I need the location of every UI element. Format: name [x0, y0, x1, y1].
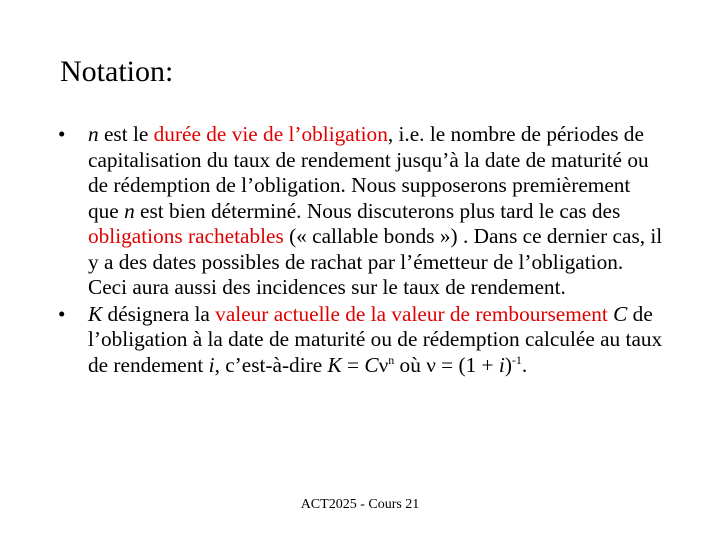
- text: (« callable bonds ») . Dans ce dernier cas, il y a des dates possibles de rachat par l’émetteur de l’obligation. Ceci aura aussi des incidences sur le taux de rendement.: [88, 224, 663, 299]
- variable-n: n: [88, 122, 99, 146]
- bullet-item-n: [56, 122, 664, 301]
- formula-exponent-n: n: [388, 352, 395, 367]
- text: ): [504, 352, 512, 377]
- variable-n: n: [124, 198, 135, 223]
- formula-equals: =: [341, 352, 365, 377]
- formula-k: K: [327, 352, 342, 377]
- bullet-dot: •: [58, 122, 66, 146]
- formula-c: C: [364, 352, 379, 377]
- highlight-duree: durée de vie de l’obligation: [153, 122, 388, 146]
- nu-symbol: ν: [426, 352, 436, 377]
- variable-k: K: [88, 301, 103, 326]
- variable-c: C: [613, 301, 628, 326]
- text: .: [521, 352, 528, 377]
- text: est bien déterminé. Nous discuterons plus tard le cas des: [134, 198, 621, 223]
- variable-i: i: [208, 352, 215, 377]
- text: désignera la: [102, 301, 216, 326]
- text: est le: [98, 122, 154, 146]
- highlight-obligations-rachetables: obligations rachetables: [88, 224, 284, 248]
- slide-footer: ACT2025 - Cours 21: [300, 497, 420, 512]
- bullet-list: [56, 122, 664, 379]
- exponent-minus-one: -1: [511, 352, 522, 367]
- highlight-valeur-actuelle: valeur actuelle de la valeur de remboursement: [215, 301, 608, 326]
- text: de l’obligation à la date de maturité ou de rédemption calculée au taux de rendement: [88, 301, 663, 377]
- text: , i.e. le nombre de périodes de capitalisation du taux de rendement jusqu’à la date de maturité ou de rédemption de l’obligation. Nous supposerons premièrement que: [88, 122, 649, 223]
- text: , c’est-à-dire: [214, 352, 328, 377]
- text: où: [394, 352, 427, 377]
- bullet-item-k: [56, 302, 664, 379]
- variable-i: i: [498, 352, 505, 377]
- slide-title: Notation:: [60, 55, 174, 88]
- formula-nu: ν: [378, 352, 389, 377]
- text: = (1 +: [435, 352, 499, 377]
- bullet-dot: •: [58, 301, 66, 326]
